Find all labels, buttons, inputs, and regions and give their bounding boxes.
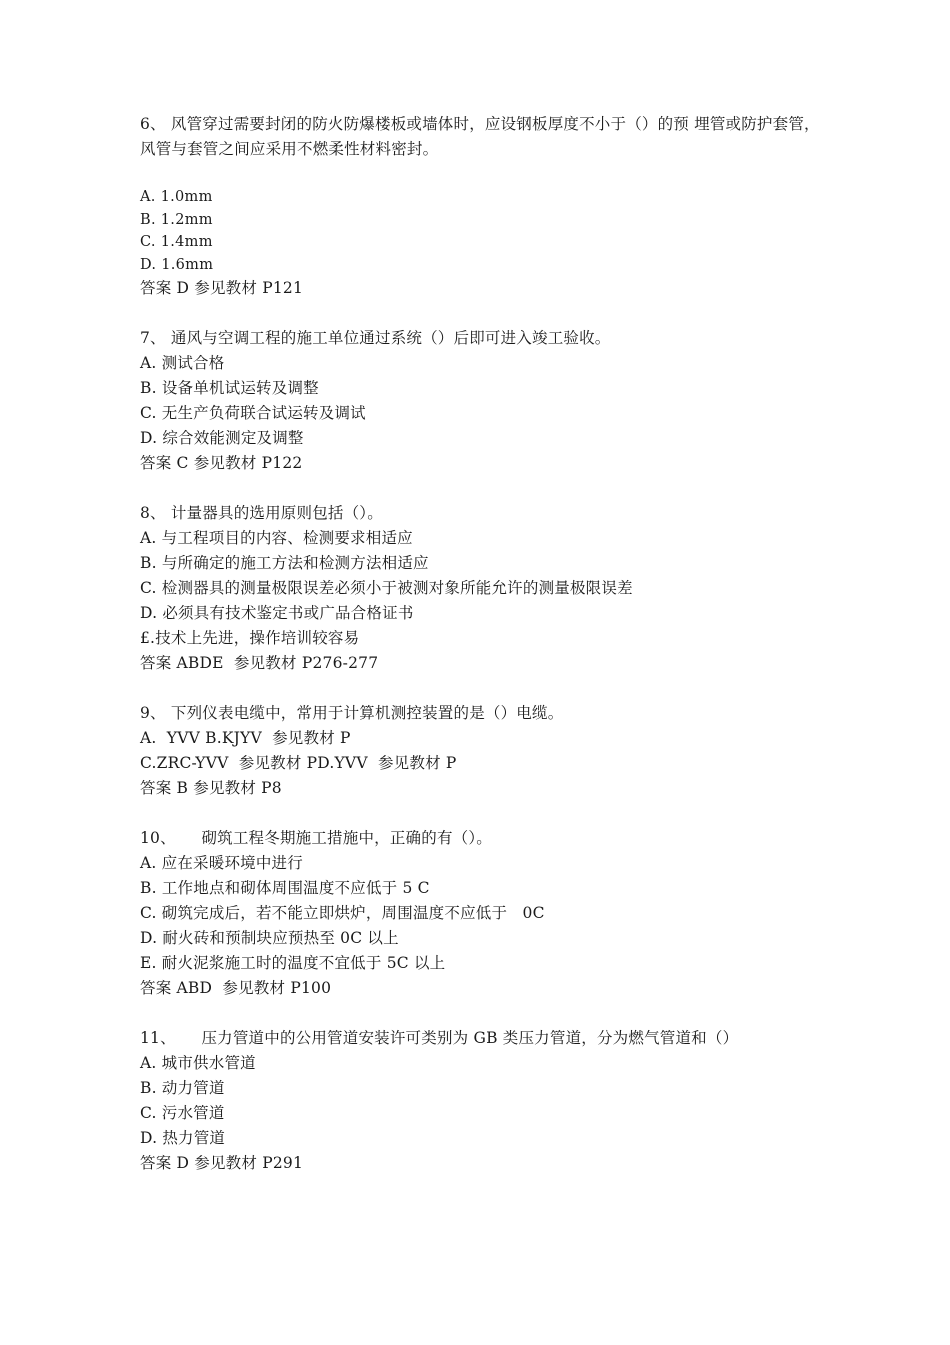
option-line-cd: C.ZRC-YVV 参见教材 PD.YVV 参见教材 P — [140, 754, 457, 772]
option-b: B. 与所确定的施工方法和检测方法相适应 — [140, 554, 429, 572]
question-stem: 6、 风管穿过需要封闭的防火防爆楼板或墙体时，应设钢板厚度不小于（）的预 埋管或防护套管，风管与套管之间应采用不燃柔性材料密封。 — [140, 115, 820, 158]
question-stem: 11、 压力管道中的公用管道安装许可类别为 GB 类压力管道，分为燃气管道和（） — [140, 1029, 739, 1047]
option-e: E. 耐火泥浆施工时的温度不宜低于 5C 以上 — [140, 954, 446, 972]
answer-line: 答案 D 参见教材 P291 — [140, 1154, 304, 1172]
question-8 — [140, 501, 820, 676]
answer-line: 答案 B 参见教材 P8 — [140, 779, 282, 797]
question-9 — [140, 701, 820, 801]
option-d: D. 必须具有技术鉴定书或广品合格证书 — [140, 604, 414, 622]
document-page — [140, 112, 820, 1176]
question-11 — [140, 1026, 820, 1176]
question-stem: 7、 通风与空调工程的施工单位通过系统（）后即可进入竣工验收。 — [140, 329, 611, 347]
option-b: B. 工作地点和砌体周围温度不应低于 5 C — [140, 879, 430, 897]
option-b: B. 动力管道 — [140, 1079, 225, 1097]
answer-line: 答案 ABDE 参见教材 P276-277 — [140, 654, 379, 672]
question-6 — [140, 112, 820, 301]
option-c: C. 砌筑完成后，若不能立即烘炉，周围温度不应低于 0C — [140, 904, 545, 922]
question-stem: 10、 砌筑工程冬期施工措施中，正确的有（）。 — [140, 829, 493, 847]
answer-line: 答案 ABD 参见教材 P100 — [140, 979, 332, 997]
option-d: D. 1.6mm — [140, 256, 214, 273]
answer-line: 答案 C 参见教材 P122 — [140, 454, 303, 472]
option-d: D. 耐火砖和预制块应预热至 0C 以上 — [140, 929, 399, 947]
option-line-ab: A. YVV B.KJYV 参见教材 P — [140, 729, 351, 747]
option-e: £.技术上先进，操作培训较容易 — [140, 629, 360, 647]
option-d: D. 热力管道 — [140, 1129, 226, 1147]
option-a: A. 与工程项目的内容、检测要求相适应 — [140, 529, 413, 547]
option-a: A. 测试合格 — [140, 354, 225, 372]
question-7 — [140, 326, 820, 476]
answer-line: 答案 D 参见教材 P121 — [140, 279, 304, 297]
question-stem: 9、 下列仪表电缆中，常用于计算机测控装置的是（）电缆。 — [140, 704, 564, 722]
question-10 — [140, 826, 820, 1001]
option-a: A. 城市供水管道 — [140, 1054, 256, 1072]
option-c: C. 检测器具的测量极限误差必须小于被测对象所能允许的测量极限误差 — [140, 579, 633, 597]
option-c: C. 污水管道 — [140, 1104, 225, 1122]
option-b: B. 设备单机试运转及调整 — [140, 379, 319, 397]
option-a: A. 1.0mm — [140, 189, 213, 205]
option-a: A. 应在采暖环境中进行 — [140, 854, 303, 872]
option-d: D. 综合效能测定及调整 — [140, 429, 304, 447]
option-c: C. 无生产负荷联合试运转及调试 — [140, 404, 366, 422]
option-b: B. 1.2mm — [140, 211, 213, 228]
question-stem: 8、 计量器具的选用原则包括（）。 — [140, 504, 383, 522]
option-c: C. 1.4mm — [140, 234, 213, 250]
